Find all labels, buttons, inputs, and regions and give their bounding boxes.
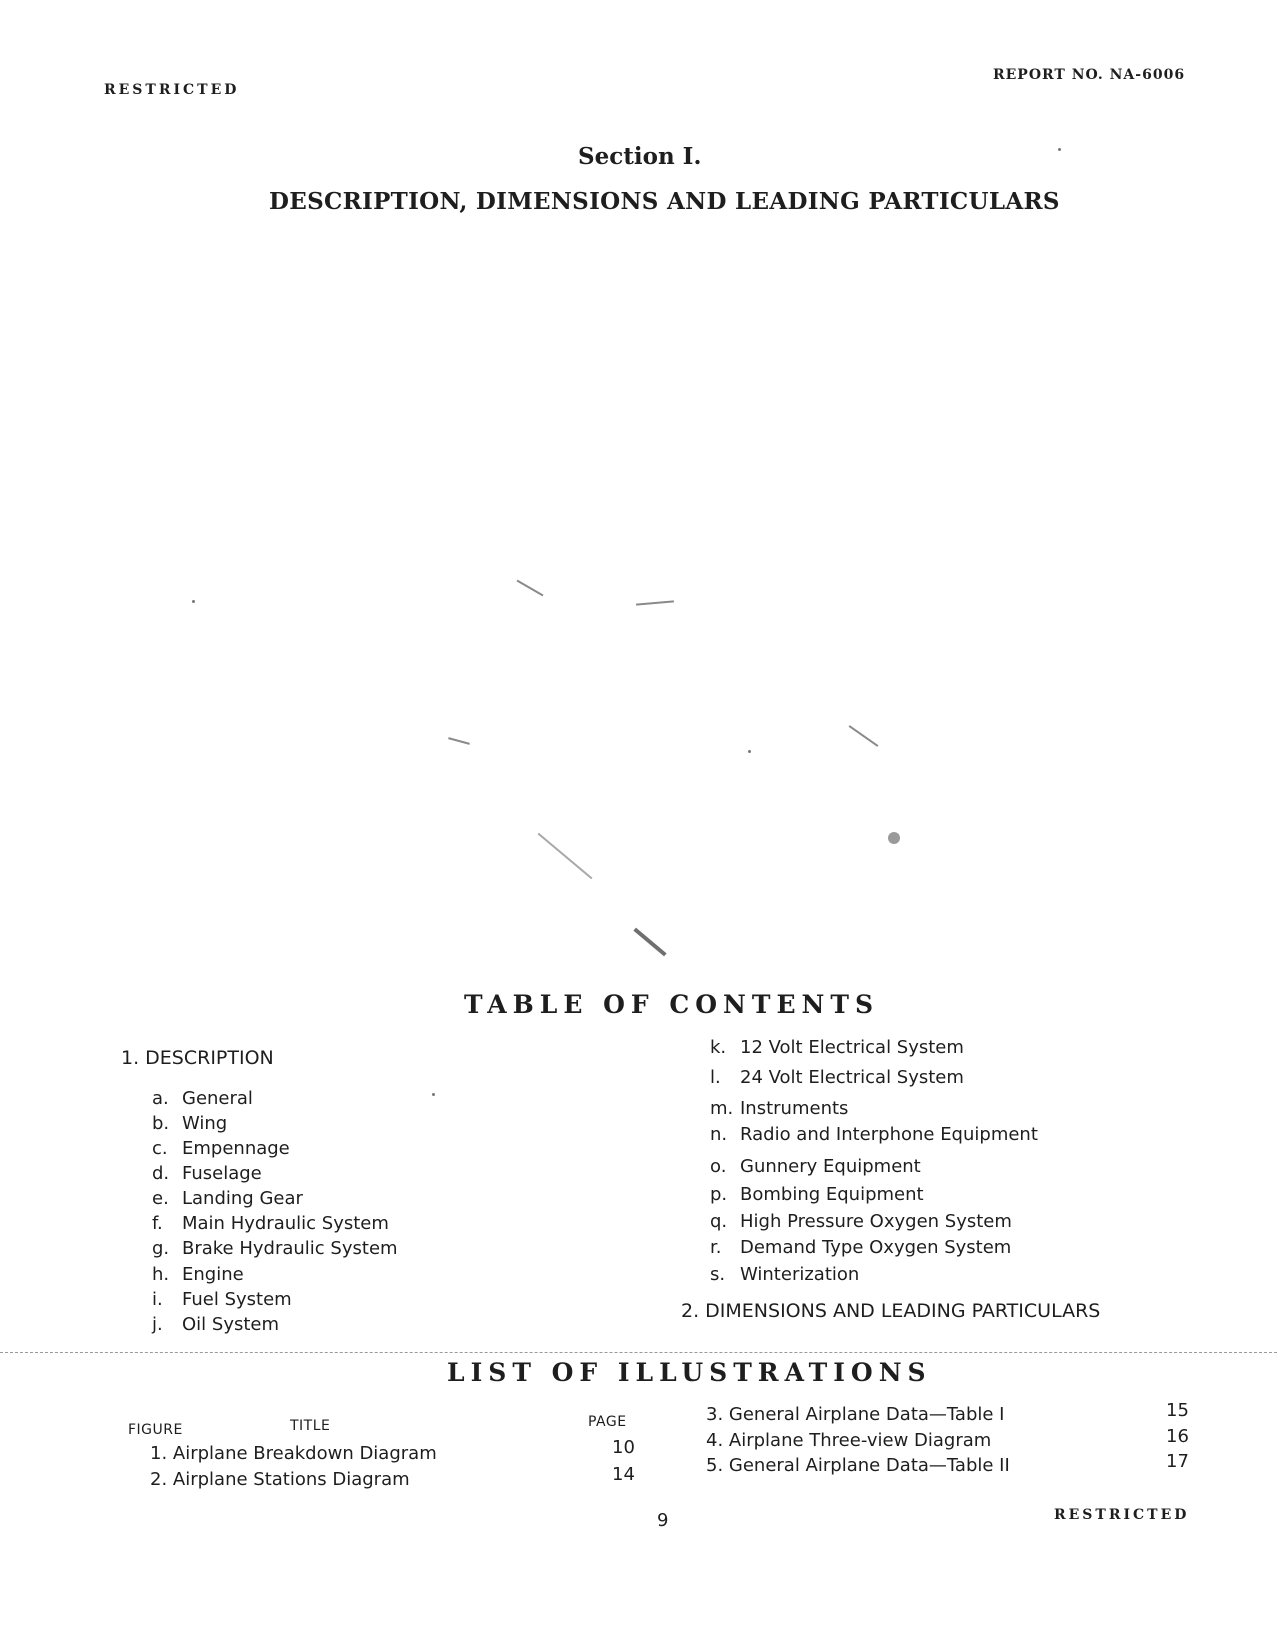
illustration-title: 4. Airplane Three-view Diagram	[706, 1430, 992, 1451]
toc-letter: n.	[710, 1124, 728, 1145]
toc-label: General	[182, 1088, 253, 1109]
illustration-title: 5. General Airplane Data—Table II	[706, 1455, 1010, 1476]
toc-letter: f.	[152, 1213, 163, 1234]
toc-item	[152, 1213, 389, 1234]
toc-item	[152, 1264, 244, 1285]
toc-letter: r.	[710, 1237, 722, 1258]
page-number: 9	[657, 1510, 669, 1531]
illustration-title: 3. General Airplane Data—Table I	[706, 1404, 1005, 1425]
scan-speck	[432, 1093, 435, 1096]
toc-letter: e.	[152, 1188, 169, 1209]
toc-label: High Pressure Oxygen System	[740, 1211, 1012, 1232]
toc-label: Brake Hydraulic System	[182, 1238, 398, 1259]
toc-item	[710, 1037, 964, 1058]
illustrations-heading: LIST OF ILLUSTRATIONS	[447, 1358, 932, 1387]
toc-letter: l.	[710, 1067, 721, 1088]
toc-description-heading: 1. DESCRIPTION	[121, 1047, 274, 1069]
toc-item	[710, 1067, 964, 1088]
toc-letter: k.	[710, 1037, 727, 1058]
toc-label: Landing Gear	[182, 1188, 303, 1209]
toc-label: Fuselage	[182, 1163, 262, 1184]
toc-label: 24 Volt Electrical System	[740, 1067, 964, 1088]
toc-letter: g.	[152, 1238, 170, 1259]
toc-label: Winterization	[740, 1264, 860, 1285]
illustration-page: 10	[612, 1437, 635, 1458]
scan-smudge	[636, 600, 674, 605]
toc-letter: p.	[710, 1184, 728, 1205]
toc-item	[710, 1098, 848, 1119]
toc-item	[710, 1264, 859, 1285]
scan-smudge	[633, 928, 666, 957]
toc-label: Radio and Interphone Equipment	[740, 1124, 1038, 1145]
scan-smudge	[517, 580, 544, 597]
column-header-title: TITLE	[290, 1418, 331, 1434]
toc-heading: TABLE OF CONTENTS	[464, 990, 880, 1019]
restricted-stamp-bottom: RESTRICTED	[1054, 1507, 1190, 1523]
toc-item	[152, 1289, 292, 1310]
divider	[0, 1352, 1277, 1353]
scan-speck	[748, 750, 751, 753]
illustration-page: 17	[1166, 1451, 1189, 1472]
toc-label: Empennage	[182, 1138, 290, 1159]
illustration-page: 15	[1166, 1400, 1189, 1421]
toc-label: Wing	[182, 1113, 228, 1134]
toc-dimensions-heading: 2. DIMENSIONS AND LEADING PARTICULARS	[681, 1300, 1101, 1322]
scan-speck	[1058, 148, 1061, 151]
toc-letter: o.	[710, 1156, 727, 1177]
toc-letter: m.	[710, 1098, 734, 1119]
toc-item	[152, 1138, 290, 1159]
toc-item	[152, 1113, 227, 1134]
toc-label: Instruments	[740, 1098, 849, 1119]
toc-letter: a.	[152, 1088, 169, 1109]
toc-label: Oil System	[182, 1314, 280, 1335]
toc-letter: d.	[152, 1163, 170, 1184]
toc-item	[710, 1184, 924, 1205]
toc-label: Engine	[182, 1264, 244, 1285]
section-label: Section I.	[578, 143, 702, 170]
toc-letter: s.	[710, 1264, 726, 1285]
toc-letter: j.	[152, 1314, 163, 1335]
scan-speck	[888, 832, 900, 844]
scan-smudge	[448, 737, 470, 745]
column-header-page: PAGE	[588, 1414, 627, 1430]
toc-item	[152, 1314, 279, 1335]
toc-letter: b.	[152, 1113, 170, 1134]
report-number: REPORT NO. NA-6006	[993, 67, 1186, 83]
scan-smudge	[849, 725, 879, 747]
illustration-page: 14	[612, 1464, 635, 1485]
section-title: DESCRIPTION, DIMENSIONS AND LEADING PARTICULARS	[269, 188, 1060, 215]
column-header-figure: FIGURE	[128, 1422, 183, 1438]
restricted-stamp-top: RESTRICTED	[104, 82, 240, 98]
toc-label: Main Hydraulic System	[182, 1213, 389, 1234]
illustration-title: 2. Airplane Stations Diagram	[150, 1469, 410, 1490]
toc-label: 12 Volt Electrical System	[740, 1037, 964, 1058]
toc-item	[710, 1211, 1012, 1232]
toc-letter: c.	[152, 1138, 168, 1159]
toc-item	[152, 1238, 398, 1259]
toc-item	[710, 1156, 921, 1177]
toc-label: Fuel System	[182, 1289, 292, 1310]
toc-letter: i.	[152, 1289, 163, 1310]
toc-item	[152, 1188, 303, 1209]
toc-item	[710, 1237, 1011, 1258]
toc-label: Demand Type Oxygen System	[740, 1237, 1012, 1258]
toc-label: Gunnery Equipment	[740, 1156, 921, 1177]
toc-item	[710, 1124, 1038, 1145]
scan-speck	[192, 600, 195, 603]
scan-smudge	[538, 833, 593, 880]
toc-item	[152, 1088, 253, 1109]
toc-item	[152, 1163, 262, 1184]
toc-label: Bombing Equipment	[740, 1184, 924, 1205]
illustration-title: 1. Airplane Breakdown Diagram	[150, 1443, 437, 1464]
toc-letter: h.	[152, 1264, 170, 1285]
illustration-page: 16	[1166, 1426, 1189, 1447]
toc-letter: q.	[710, 1211, 728, 1232]
